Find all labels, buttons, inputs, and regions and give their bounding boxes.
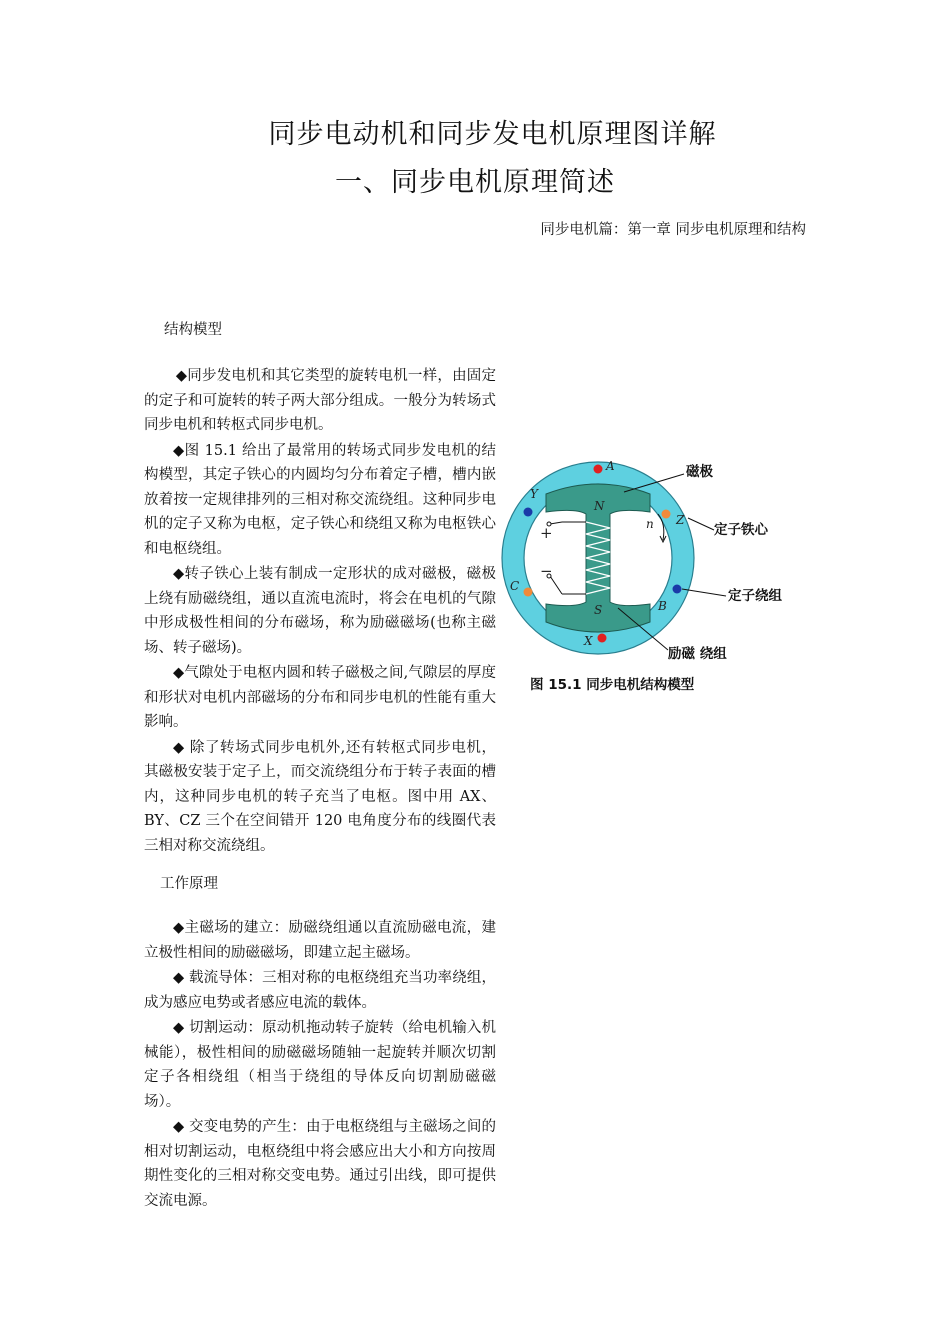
label-stator-core: 定子铁心 [714,522,768,538]
paragraph: ◆ 载流导体：三相对称的电枢绕组充当功率绕组，成为感应电势或者感应电流的载体。 [144,970,496,1011]
principle-text-block [144,916,496,1214]
motor-structure-figure [500,452,800,702]
letter-z: Z [676,513,685,527]
callout-line [682,589,726,596]
callout-line [688,518,714,530]
figure-caption: 图 15.1 同步电机结构模型 [530,677,695,693]
letter-c: C [510,579,520,593]
plus-sign: + [540,524,553,542]
section-heading-structure: 结构模型 [164,322,222,338]
letter-b: B [658,599,667,613]
label-magnetic-pole: 磁极 [686,464,713,480]
section-heading-principle: 工作原理 [160,876,218,892]
conductor-b-dot [673,585,682,594]
letter-x: X [584,634,593,648]
conductor-c-dot [524,588,533,597]
conductor-z-dot [662,510,671,519]
letter-a: A [606,459,615,473]
letter-y: Y [530,487,538,501]
conductor-x-dot [598,634,607,643]
page-title: 同步电动机和同步发电机原理图详解 [268,119,717,150]
paragraph: ◆ 切割运动：原动机拖动转子旋转（给电机输入机械能），极性相间的励磁磁场随轴一起旋转并顺次切割定子各相绕组（相当于绕组的导体反向切割励磁磁场）。 [144,1020,496,1110]
structure-text-block [144,364,496,859]
paragraph: ◆ 除了转场式同步电机外,还有转枢式同步电机，其磁极安装于定子上，而交流绕组分布于转子表面的槽内，这种同步电机的转子充当了电枢。图中用 AX、BY、CZ 三个在空间错开 120 电角度分布的线圈代表三相对称交流绕组。 [144,739,496,854]
paragraph: ◆转子铁心上装有制成一定形状的成对磁极，磁极上绕有励磁绕组，通以直流电流时，将会在电机的气隙中形成极性相间的分布磁场，称为励磁磁场(也称主磁场、转子磁场)。 [144,566,496,656]
chapter-reference: 同步电机篇：第一章 同步电机原理和结构 [540,222,806,238]
minus-sign: − [540,562,553,580]
paragraph: ◆ 交变电势的产生：由于电枢绕组与主磁场之间的相对切割运动，电枢绕组中将会感应出大小和方向按周期性变化的三相对称交变电势。通过引出线，即可提供交流电源。 [144,1119,496,1209]
pole-letter-s: S [594,603,603,617]
pole-letter-n: N [594,499,605,513]
paragraph: ◆气隙处于电枢内圆和转子磁极之间,气隙层的厚度和形状对电机内部磁场的分布和同步电机的性能有重大影响。 [144,665,496,730]
paragraph: ◆同步发电机和其它类型的旋转电机一样，由固定的定子和可旋转的转子两大部分组成。一般分为转场式同步电机和转枢式同步电机。 [144,368,496,433]
paragraph: ◆主磁场的建立：励磁绕组通以直流励磁电流，建立极性相间的励磁磁场，即建立起主磁场。 [144,920,496,961]
section-title: 一、同步电机原理简述 [335,167,615,198]
conductor-y-dot [524,508,533,517]
paragraph: ◆图 15.1 给出了最常用的转场式同步发电机的结构模型，其定子铁心的内圆均匀分布着定子槽，槽内嵌放着按一定规律排列的三相对称交流绕组。这种同步电机的定子又称为电枢，定子铁心和绕组又称为电枢铁心和电枢绕组。 [144,442,496,557]
label-stator-winding: 定子绕组 [728,588,782,604]
speed-letter-n: n [646,517,654,531]
motor-diagram [500,452,800,702]
conductor-a-dot [594,465,603,474]
label-field-winding: 励磁 绕组 [668,646,727,662]
